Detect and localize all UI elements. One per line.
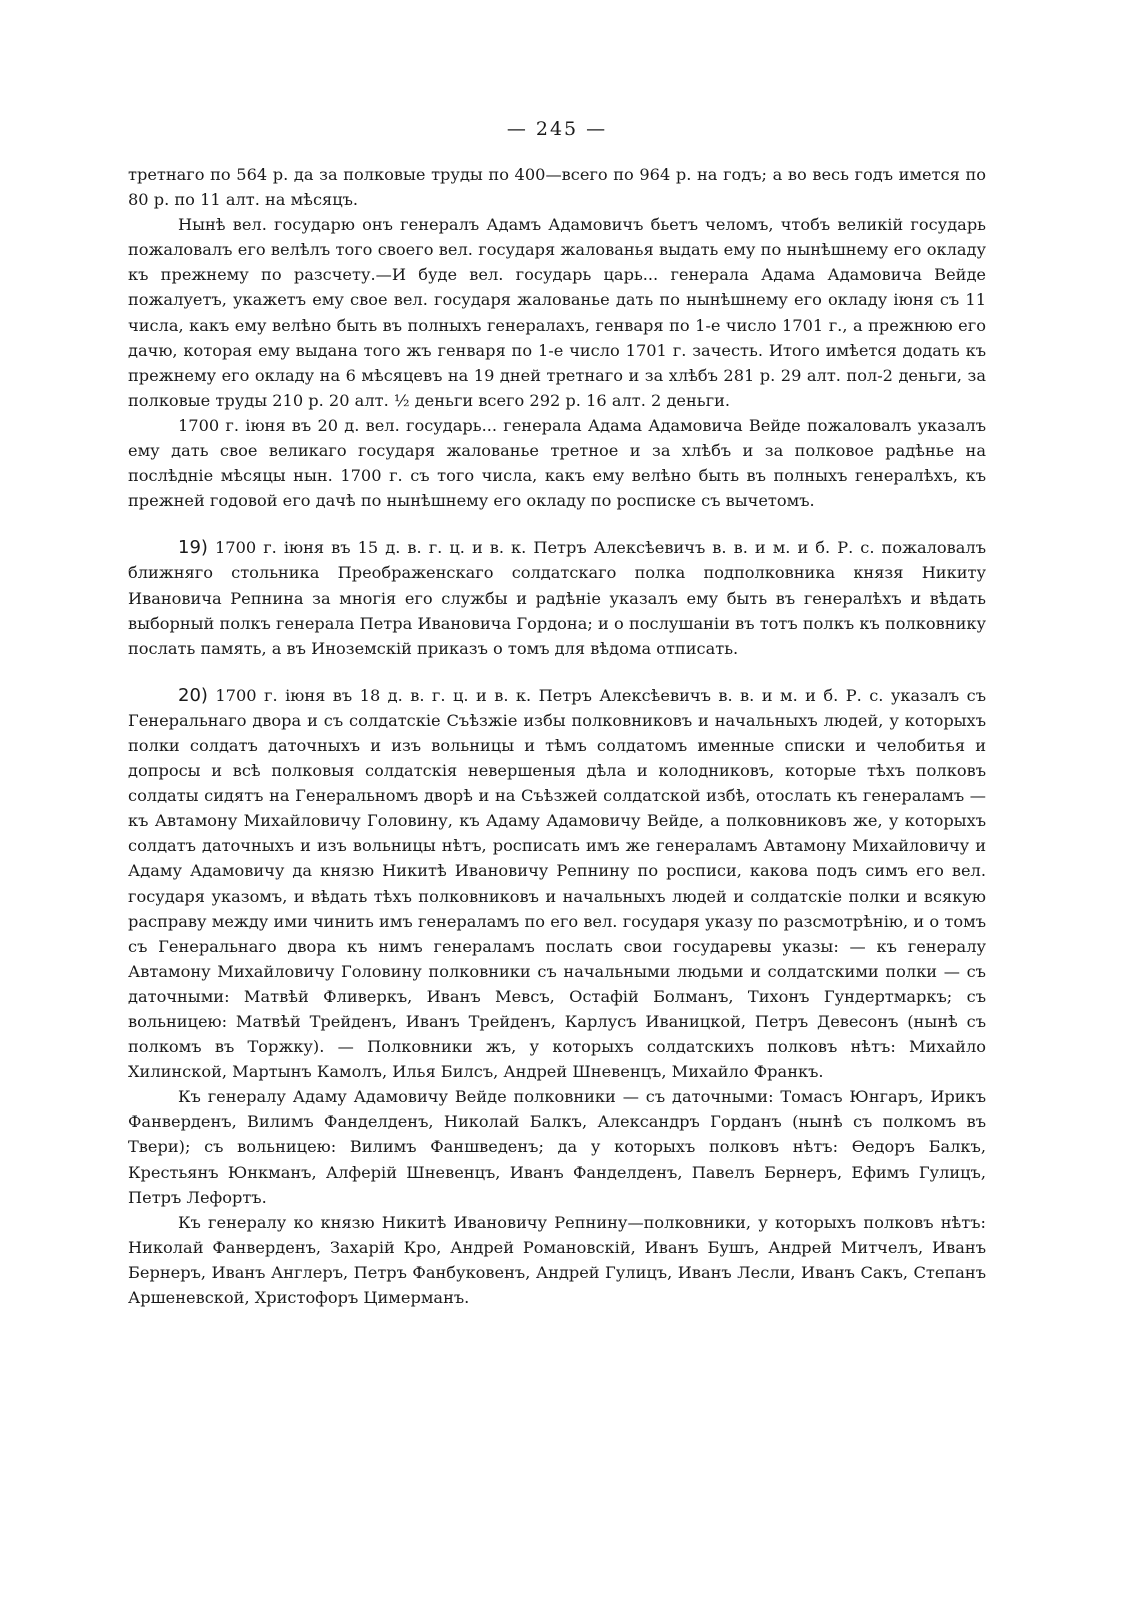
document-page	[128, 118, 986, 1310]
entry-19	[128, 535, 986, 660]
entry-text: 1700 г. іюня въ 18 д. в. г. ц. и в. к. Петръ Алексѣевичъ в. в. и м. и б. Р. с. указалъ съ Генеральнаго двора и съ солдатскіе Съѣзжіе избы полковниковъ и начальныхъ людей, у которыхъ полки солдатъ даточныхъ и изъ вольницы и тѣмъ солдатомъ именные списки и челобитья и допросы и всѣ полковыя солдатскія невершеныя дѣла и колодниковъ, которые тѣхъ полковъ солдаты сидятъ на Генеральномъ дворѣ и на Съѣзжей солдатской избѣ, отослать къ генераламъ — къ Автамону Михайловичу Головину, къ Адаму Адамовичу Вейде, а полковниковъ же, у которыхъ солдатъ даточныхъ и изъ вольницы нѣтъ, росписать имъ же генераламъ Автамону Михайловичу и Адаму Адамовичу да князю Никитѣ Ивановичу Репнину по росписи, какова подъ симъ его вел. государя указомъ, и вѣдать тѣхъ полковниковъ и начальныхъ людей и солдатскіе полки и всякую расправу между ими чинить имъ генераламъ по его вел. государя указу по разсмотрѣнію, и о томъ съ Генеральнаго двора къ нимъ генераламъ послать свои государевы указы: — къ генералу Автамону Михайловичу Головину полковники съ начальными людьми и солдатскими полки — съ даточными: Матвѣй Фливеркъ, Иванъ Мевсъ, Остафій Болманъ, Тихонъ Гундертмаркъ; съ вольницею: Матвѣй Трейденъ, Иванъ Трейденъ, Карлусъ Иваницкой, Петръ Девесонъ (нынѣ съ полкомъ въ Торжку). — Полковники жъ, у которыхъ солдатскихъ полковъ нѣтъ: Михайло Хилинской, Мартынъ Камолъ, Илья Билсъ, Андрей Шневенцъ, Михайло Франкъ.	[128, 685, 986, 1082]
page-number: — 245 —	[506, 118, 608, 140]
paragraph-petition: Нынѣ вел. государю онъ генералъ Адамъ Адамовичъ бьетъ челомъ, чтобъ великій государь пожаловалъ его велѣлъ того своего вел. государя жалованья выдать ему по нынѣшнему его окладу къ прежнему по разсчету.—И буде вел. государь царь... генерала Адама Адамовича Вейде пожалуетъ, укажетъ ему свое вел. государя жалованье дать по нынѣшнему его окладу іюня съ 11 числа, какъ ему велѣно быть въ полныхъ генералахъ, генваря по 1-е число 1701 г., а прежнюю его дачю, которая ему выдана того жъ генваря по 1-е число 1701 г. зачесть. Итого имѣется додать къ прежнему его окладу на 6 мѣсяцевъ на 19 дней третнаго и за хлѣбъ 281 р. 29 алт. пол-2 деньги, за полковые труды 210 р. 20 алт. ½ деньги всего 292 р. 16 алт. 2 деньги.	[128, 215, 986, 410]
entry-text: 1700 г. іюня въ 15 д. в. г. ц. и в. к. Петръ Алексѣевичъ в. в. и м. и б. Р. с. пожаловалъ ближняго стольника Преображенскаго солдатскаго полка подполковника князя Никиту Ивановича Репнина за многія его службы и радѣніе указалъ ему быть въ генералѣхъ и вѣдать выборный полкъ генерала Петра Ивановича Гордона; и о послушаніи въ тотъ полкъ къ полковнику послать память, а въ Иноземскій приказъ о томъ для вѣдома отписать.	[128, 538, 986, 658]
paragraph-continuation: третнаго по 564 р. да за полковые труды по 400—всего по 964 р. на годъ; а во весь годъ имется по 80 р. по 11 алт. на мѣсяцъ.	[128, 165, 986, 210]
paragraph-decree-1700-06-20: 1700 г. іюня въ 20 д. вел. государь... генерала Адама Адамовича Вейде пожаловалъ указалъ ему дать свое великаго государя жалованье третное и за хлѣбъ и за полковое радѣнье на послѣдніе мѣсяцы нын. 1700 г. съ того числа, какъ ему велѣно быть въ полныхъ генералѣхъ, къ прежней годовой его дачѣ по нынѣшнему его окладу по росписке съ вычетомъ.	[128, 415, 986, 511]
paragraph-weide-colonels: Къ генералу Адаму Адамовичу Вейде полковники — съ даточными: Томасъ Юнгаръ, Ирикъ Фанверденъ, Вилимъ Фанделденъ, Николай Балкъ, Александръ Горданъ (нынѣ съ полкомъ въ Твери); съ вольницею: Вилимъ Фаншведенъ; да у которыхъ полковъ нѣтъ: Ѳедоръ Балкъ, Крестьянъ Юнкманъ, Алферій Шневенцъ, Иванъ Фанделденъ, Павелъ Бернеръ, Ефимъ Гулицъ, Петръ Лефортъ.	[128, 1087, 986, 1207]
entry-number: 20)	[178, 684, 208, 706]
entry-number: 19)	[178, 537, 208, 559]
paragraph-repnin-colonels: Къ генералу ко князю Никитѣ Ивановичу Репнину—полковники, у которыхъ полковъ нѣтъ: Николай Фанверденъ, Захарій Кро, Андрей Романовскій, Иванъ Бушъ, Андрей Митчелъ, Иванъ Бернеръ, Иванъ Англеръ, Петръ Фанбуковенъ, Андрей Гулицъ, Иванъ Лесли, Иванъ Сакъ, Степанъ Аршеневской, Христофоръ Цимерманъ.	[128, 1212, 986, 1308]
entry-20	[128, 683, 986, 1085]
